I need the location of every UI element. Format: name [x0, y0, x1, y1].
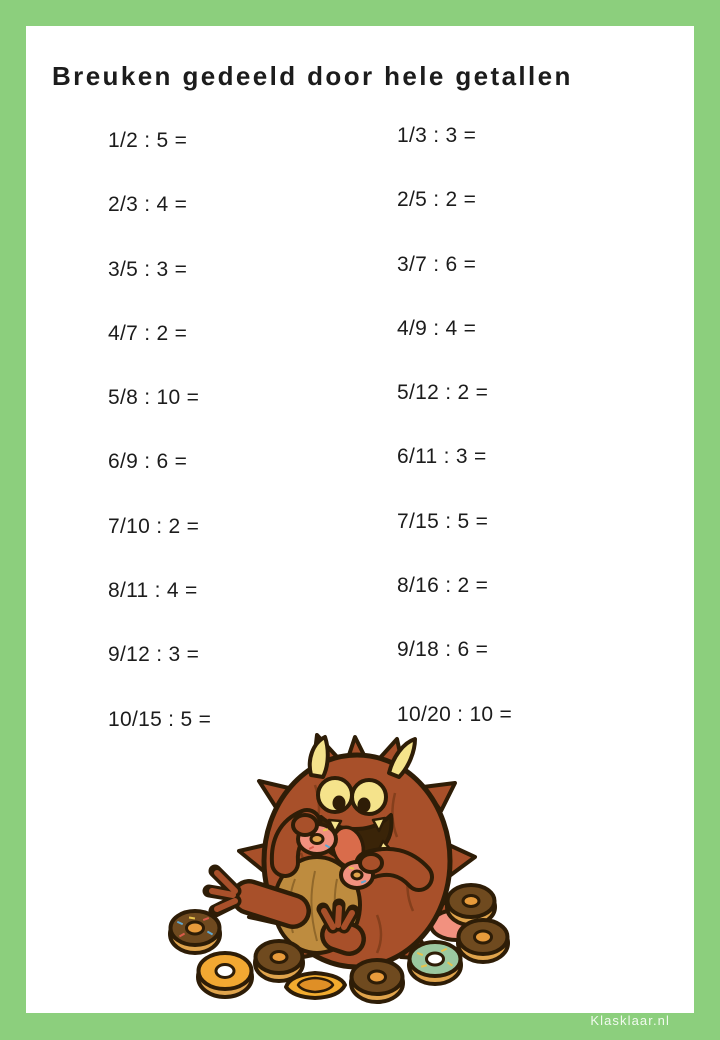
exercise-item: 9/18 : 6 = — [397, 638, 489, 662]
exercise-item: 8/16 : 2 = — [397, 574, 489, 598]
exercise-item: 1/3 : 3 = — [397, 124, 477, 147]
exercise-item: 2/5 : 2 = — [397, 188, 477, 212]
exercise-column-right — [397, 125, 512, 768]
exercise-item: 5/8 : 10 = — [108, 386, 200, 410]
monster-paw-right — [360, 854, 382, 872]
monster-horn-left — [310, 737, 328, 777]
exercise-item: 7/10 : 2 = — [108, 514, 200, 538]
watermark: Klasklaar.nl — [590, 1013, 670, 1028]
exercise-item: 9/12 : 3 = — [108, 643, 200, 667]
exercise-item: 5/12 : 2 = — [397, 381, 489, 405]
exercise-item: 7/15 : 5 = — [397, 509, 489, 533]
exercise-item: 6/11 : 3 = — [397, 445, 487, 469]
donut-chocolate-sprinkles — [170, 911, 220, 953]
donut-chocolate — [351, 960, 403, 1002]
exercise-item: 4/7 : 2 = — [108, 321, 188, 345]
donut-chocolate — [255, 941, 303, 981]
exercise-item: 6/9 : 6 = — [108, 450, 188, 474]
exercise-item: 10/20 : 10 = — [397, 702, 513, 726]
monster-eating-donuts-illustration — [165, 733, 530, 1013]
exercise-item: 4/9 : 4 = — [397, 316, 477, 340]
exercise-item: 2/3 : 4 = — [108, 193, 188, 217]
exercise-item: 3/7 : 6 = — [397, 252, 477, 276]
donut-chocolate — [458, 920, 508, 962]
donut-mint-sprinkles — [409, 942, 461, 984]
exercise-item: 3/5 : 3 = — [108, 257, 188, 281]
exercise-column-left — [108, 130, 211, 773]
monster-paw-left — [293, 815, 317, 835]
donut-yellow-glazed — [198, 953, 252, 997]
exercise-item: 8/11 : 4 = — [108, 579, 198, 603]
pastry-square — [286, 973, 345, 998]
exercise-item: 10/15 : 5 = — [108, 707, 212, 731]
page-title: Breuken gedeeld door hele getallen — [52, 61, 573, 92]
exercise-item: 1/2 : 5 = — [108, 129, 188, 152]
